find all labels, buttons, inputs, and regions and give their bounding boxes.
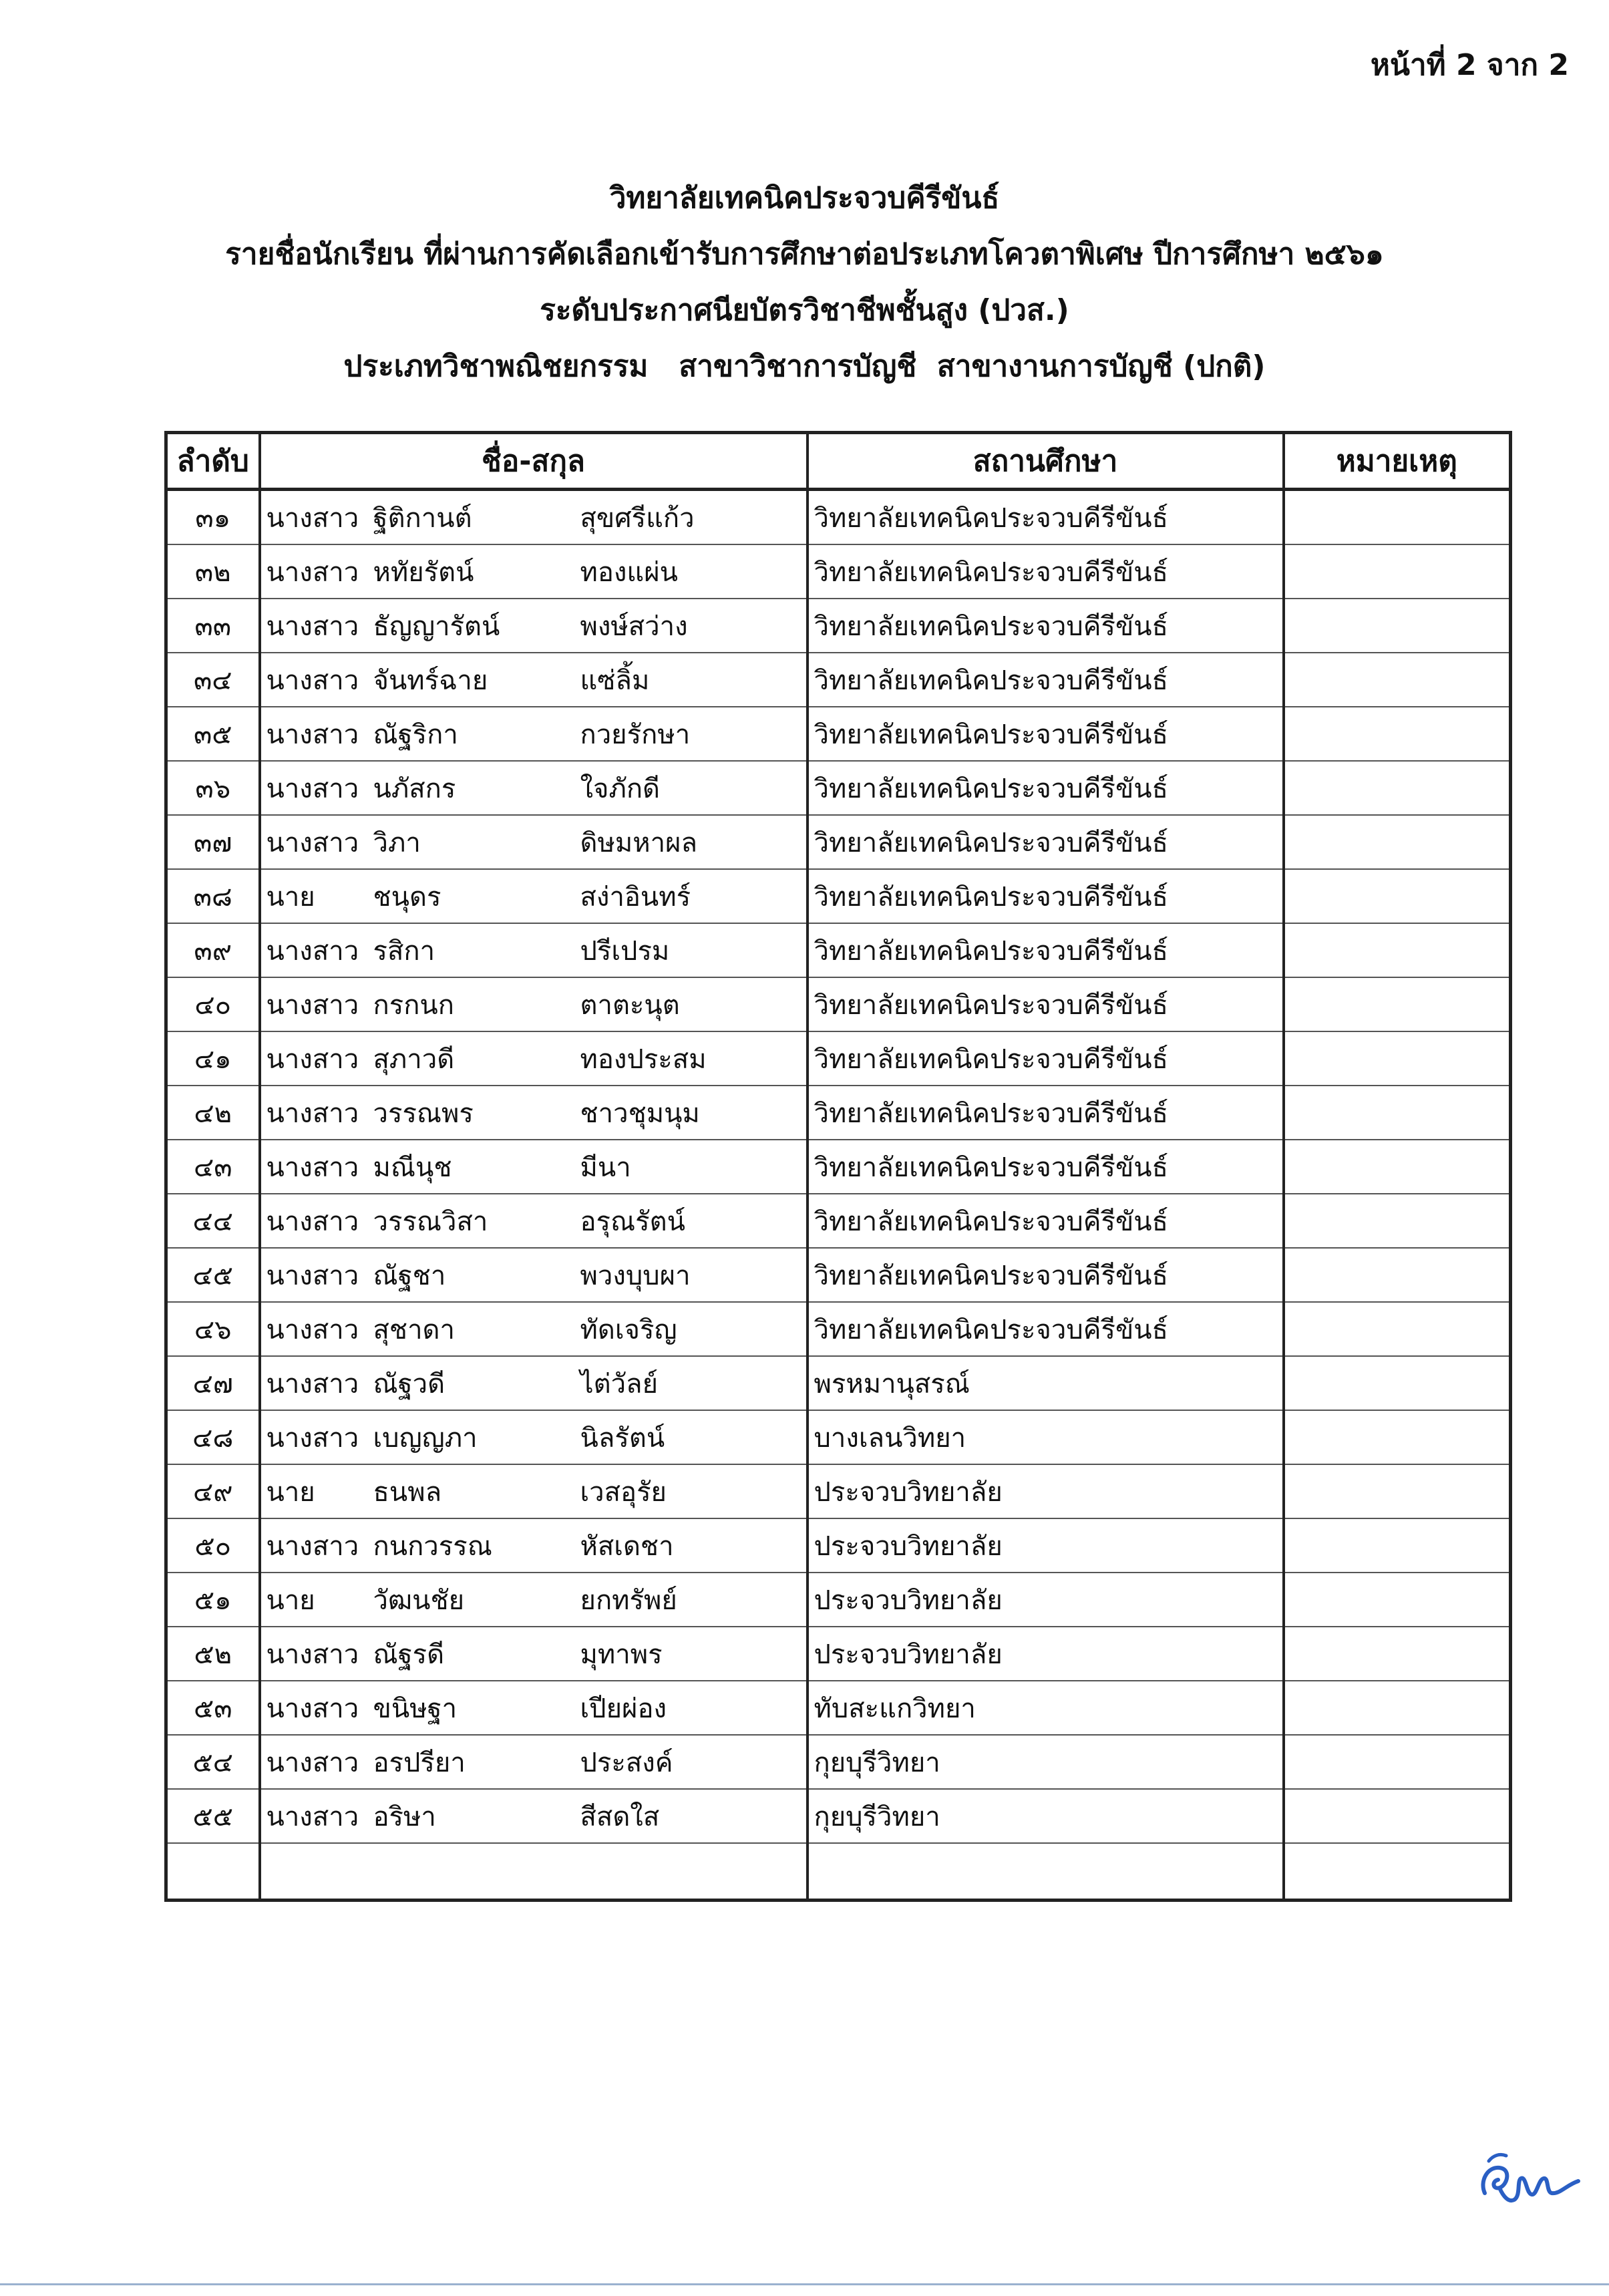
first-name: รสิกา	[373, 935, 435, 967]
note-cell	[1284, 761, 1511, 815]
student-name	[260, 1410, 808, 1464]
school-name: วิทยาลัยเทคนิคประจวบคีรีขันธ์	[808, 1302, 1284, 1356]
note-cell	[1284, 815, 1511, 869]
last-name: สง่าอินทร์	[580, 881, 691, 913]
school-name	[808, 1843, 1284, 1901]
student-name	[260, 1627, 808, 1681]
school-name: วิทยาลัยเทคนิคประจวบคีรีขันธ์	[808, 599, 1284, 653]
name-prefix: นางสาว	[266, 611, 359, 642]
first-name: วิภา	[373, 827, 421, 858]
row-number: ๓๔	[166, 653, 260, 707]
table-row	[166, 1248, 1511, 1302]
student-name	[260, 1086, 808, 1140]
note-cell	[1284, 490, 1511, 545]
student-name	[260, 1843, 808, 1901]
school-name: วิทยาลัยเทคนิคประจวบคีรีขันธ์	[808, 923, 1284, 977]
table-row	[166, 653, 1511, 707]
first-name: ณัฐริกา	[373, 719, 458, 750]
note-cell	[1284, 1031, 1511, 1086]
row-number: ๔๖	[166, 1302, 260, 1356]
heading-program: ประเภทวิชาพณิชยกรรม สาขาวิชาการบัญชี สาขางานการบัญชี (ปกติ)	[343, 349, 1266, 383]
school-name: บางเลนวิทยา	[808, 1410, 1284, 1464]
school-name: วิทยาลัยเทคนิคประจวบคีรีขันธ์	[808, 653, 1284, 707]
student-name	[260, 1194, 808, 1248]
name-prefix: นางสาว	[266, 1747, 359, 1778]
note-cell	[1284, 1573, 1511, 1627]
school-name: วิทยาลัยเทคนิคประจวบคีรีขันธ์	[808, 869, 1284, 923]
name-prefix: นางสาว	[266, 1314, 359, 1345]
school-name: วิทยาลัยเทคนิคประจวบคีรีขันธ์	[808, 490, 1284, 545]
note-cell	[1284, 1789, 1511, 1843]
last-name: อรุณรัตน์	[580, 1206, 685, 1237]
row-number: ๕๐	[166, 1518, 260, 1573]
name-prefix: นางสาว	[266, 1639, 359, 1670]
table-row	[166, 1410, 1511, 1464]
note-cell	[1284, 1302, 1511, 1356]
student-name	[260, 1464, 808, 1518]
school-name: วิทยาลัยเทคนิคประจวบคีรีขันธ์	[808, 1031, 1284, 1086]
school-name: วิทยาลัยเทคนิคประจวบคีรีขันธ์	[808, 977, 1284, 1031]
last-name: พวงบุบผา	[580, 1260, 691, 1291]
table-row	[166, 923, 1511, 977]
first-name: วรรณวิสา	[373, 1206, 488, 1237]
note-cell	[1284, 1410, 1511, 1464]
note-cell	[1284, 977, 1511, 1031]
table-row	[166, 490, 1511, 545]
school-name: ทับสะแกวิทยา	[808, 1681, 1284, 1735]
note-cell	[1284, 707, 1511, 761]
first-name: วัฒนชัย	[373, 1585, 465, 1616]
name-prefix: นางสาว	[266, 1152, 359, 1183]
student-name	[260, 923, 808, 977]
handwritten-signature	[1473, 2141, 1586, 2215]
page-number: หน้าที่ 2 จาก 2	[1370, 48, 1569, 82]
note-cell	[1284, 1681, 1511, 1735]
table-row	[166, 544, 1511, 599]
first-name: วรรณพร	[373, 1098, 474, 1129]
first-name: จันทร์ฉาย	[373, 665, 488, 696]
last-name: ใจภักดี	[580, 773, 661, 804]
last-name: ไต่วัลย์	[580, 1368, 659, 1400]
table-row	[166, 1194, 1511, 1248]
note-cell	[1284, 599, 1511, 653]
note-cell	[1284, 1627, 1511, 1681]
row-number: ๕๑	[166, 1573, 260, 1627]
student-roster-table	[164, 431, 1512, 1902]
school-name: วิทยาลัยเทคนิคประจวบคีรีขันธ์	[808, 815, 1284, 869]
first-name: ธัญญารัตน์	[373, 611, 500, 642]
name-prefix: นาย	[266, 1476, 315, 1508]
last-name: สีสดใส	[580, 1801, 660, 1832]
first-name: ธนพล	[373, 1476, 442, 1508]
name-prefix: นางสาว	[266, 989, 359, 1021]
school-name: วิทยาลัยเทคนิคประจวบคีรีขันธ์	[808, 544, 1284, 599]
document-heading	[0, 170, 1609, 395]
student-name	[260, 1356, 808, 1410]
last-name: ตาตะนุต	[580, 989, 680, 1021]
first-name: มณีนุช	[373, 1152, 452, 1183]
row-number: ๕๔	[166, 1735, 260, 1789]
last-name: กวยรักษา	[580, 719, 691, 750]
name-prefix: นางสาว	[266, 1098, 359, 1129]
row-number: ๔๗	[166, 1356, 260, 1410]
last-name: มีนา	[580, 1152, 631, 1183]
name-prefix: นางสาว	[266, 827, 359, 858]
table-row	[166, 1140, 1511, 1194]
name-prefix: นางสาว	[266, 1693, 359, 1724]
student-name	[260, 1302, 808, 1356]
school-name: พรหมานุสรณ์	[808, 1356, 1284, 1410]
row-number: ๔๐	[166, 977, 260, 1031]
note-cell	[1284, 923, 1511, 977]
student-name	[260, 599, 808, 653]
school-name: วิทยาลัยเทคนิคประจวบคีรีขันธ์	[808, 707, 1284, 761]
name-prefix: นางสาว	[266, 1368, 359, 1400]
row-number: ๓๕	[166, 707, 260, 761]
name-prefix: นางสาว	[266, 1043, 359, 1075]
name-prefix: นางสาว	[266, 719, 359, 750]
note-cell	[1284, 653, 1511, 707]
last-name: นิลรัตน์	[580, 1422, 665, 1454]
row-number: ๓๑	[166, 490, 260, 545]
note-cell	[1284, 1464, 1511, 1518]
first-name: ณัฐรดี	[373, 1639, 445, 1670]
school-name: กุยบุรีวิทยา	[808, 1735, 1284, 1789]
first-name: สุชาดา	[373, 1314, 455, 1345]
student-name	[260, 707, 808, 761]
student-name	[260, 1573, 808, 1627]
first-name: ชนุดร	[373, 881, 441, 913]
row-number: ๔๑	[166, 1031, 260, 1086]
last-name: สุขศรีแก้ว	[580, 502, 695, 534]
header-school: สถานศึกษา	[808, 433, 1284, 490]
name-prefix: นางสาว	[266, 773, 359, 804]
row-number: ๓๘	[166, 869, 260, 923]
row-number: ๔๕	[166, 1248, 260, 1302]
student-name	[260, 1031, 808, 1086]
table-row	[166, 977, 1511, 1031]
first-name: อริษา	[373, 1801, 436, 1832]
table-body	[166, 490, 1511, 1901]
row-number: ๔๒	[166, 1086, 260, 1140]
first-name: กนกวรรณ	[373, 1530, 492, 1562]
note-cell	[1284, 544, 1511, 599]
row-number: ๕๕	[166, 1789, 260, 1843]
last-name: พงษ์สว่าง	[580, 611, 688, 642]
table-row	[166, 599, 1511, 653]
first-name: ณัฐชา	[373, 1260, 446, 1291]
row-number: ๕๒	[166, 1627, 260, 1681]
school-name: กุยบุรีวิทยา	[808, 1789, 1284, 1843]
first-name: นภัสกร	[373, 773, 456, 804]
first-name: ฐิติกานต์	[373, 502, 472, 534]
school-name: วิทยาลัยเทคนิคประจวบคีรีขันธ์	[808, 1194, 1284, 1248]
student-name	[260, 869, 808, 923]
student-name	[260, 544, 808, 599]
note-cell	[1284, 1518, 1511, 1573]
school-name: ประจวบวิทยาลัย	[808, 1518, 1284, 1573]
name-prefix: นางสาว	[266, 502, 359, 534]
student-name	[260, 977, 808, 1031]
student-name	[260, 1518, 808, 1573]
student-name	[260, 1681, 808, 1735]
first-name: อรปรียา	[373, 1747, 466, 1778]
first-name: ขนิษฐา	[373, 1693, 458, 1724]
note-cell	[1284, 1194, 1511, 1248]
row-number: ๓๗	[166, 815, 260, 869]
school-name: วิทยาลัยเทคนิคประจวบคีรีขันธ์	[808, 1140, 1284, 1194]
note-cell	[1284, 1086, 1511, 1140]
row-number	[166, 1843, 260, 1901]
header-note: หมายเหตุ	[1284, 433, 1511, 490]
student-name	[260, 1140, 808, 1194]
row-number: ๕๓	[166, 1681, 260, 1735]
name-prefix: นาย	[266, 881, 315, 913]
name-prefix: นางสาว	[266, 1801, 359, 1832]
header-name: ชื่อ-สกุล	[260, 433, 808, 490]
school-name: วิทยาลัยเทคนิคประจวบคีรีขันธ์	[808, 1086, 1284, 1140]
table-row	[166, 1086, 1511, 1140]
first-name: เบญญภา	[373, 1422, 478, 1454]
last-name: ปรีเปรม	[580, 935, 670, 967]
school-name: วิทยาลัยเทคนิคประจวบคีรีขันธ์	[808, 1248, 1284, 1302]
heading-level: ระดับประกาศนียบัตรวิชาชีพชั้นสูง (ปวส.)	[540, 293, 1069, 327]
row-number: ๓๖	[166, 761, 260, 815]
table-row	[166, 1735, 1511, 1789]
row-number: ๓๓	[166, 599, 260, 653]
header-no: ลำดับ	[166, 433, 260, 490]
note-cell	[1284, 869, 1511, 923]
student-name	[260, 490, 808, 545]
student-name	[260, 815, 808, 869]
row-number: ๓๒	[166, 544, 260, 599]
table-row	[166, 1356, 1511, 1410]
row-number: ๔๔	[166, 1194, 260, 1248]
row-number: ๓๙	[166, 923, 260, 977]
last-name: ประสงค์	[580, 1747, 673, 1778]
student-name	[260, 1735, 808, 1789]
school-name: ประจวบวิทยาลัย	[808, 1627, 1284, 1681]
heading-list-title: รายชื่อนักเรียน ที่ผ่านการคัดเลือกเข้ารับการศึกษาต่อประเภทโควตาพิเศษ ปีการศึกษา ๒๕๖๑	[225, 237, 1384, 271]
name-prefix: นางสาว	[266, 1422, 359, 1454]
table-row	[166, 815, 1511, 869]
last-name: ชาวชุมนุม	[580, 1098, 700, 1129]
last-name: ทัดเจริญ	[580, 1314, 677, 1345]
row-number: ๔๘	[166, 1410, 260, 1464]
student-name	[260, 1789, 808, 1843]
table-row	[166, 1681, 1511, 1735]
table-row	[166, 869, 1511, 923]
name-prefix: นางสาว	[266, 1530, 359, 1562]
row-number: ๔๓	[166, 1140, 260, 1194]
note-cell	[1284, 1843, 1511, 1901]
note-cell	[1284, 1356, 1511, 1410]
bottom-scan-line	[0, 2283, 1609, 2285]
last-name: ยกทรัพย์	[580, 1585, 677, 1616]
school-name: วิทยาลัยเทคนิคประจวบคีรีขันธ์	[808, 761, 1284, 815]
last-name: ทองประสม	[580, 1043, 707, 1075]
student-name	[260, 653, 808, 707]
name-prefix: นาย	[266, 1585, 315, 1616]
last-name: ดิษมหาผล	[580, 827, 697, 858]
name-prefix: นางสาว	[266, 665, 359, 696]
last-name: มุทาพร	[580, 1639, 663, 1670]
table-row	[166, 1302, 1511, 1356]
name-prefix: นางสาว	[266, 1260, 359, 1291]
table-row	[166, 707, 1511, 761]
last-name: เปียผ่อง	[580, 1693, 667, 1724]
signature	[1473, 2141, 1586, 2217]
table-row	[166, 1573, 1511, 1627]
last-name: หัสเดชา	[580, 1530, 674, 1562]
table-row	[166, 1789, 1511, 1843]
name-prefix: นางสาว	[266, 556, 359, 588]
name-prefix: นางสาว	[266, 1206, 359, 1237]
table-row	[166, 1627, 1511, 1681]
last-name: แซ่ลิ้ม	[580, 665, 650, 696]
student-name	[260, 1248, 808, 1302]
table-row	[166, 761, 1511, 815]
table-header-row	[166, 433, 1511, 490]
first-name: สุภาวดี	[373, 1043, 455, 1075]
first-name: กรกนก	[373, 989, 454, 1021]
first-name: หทัยรัตน์	[373, 556, 474, 588]
table-row	[166, 1518, 1511, 1573]
last-name: ทองแผ่น	[580, 556, 678, 588]
school-name: ประจวบวิทยาลัย	[808, 1573, 1284, 1627]
note-cell	[1284, 1248, 1511, 1302]
last-name: เวสอุรัย	[580, 1476, 667, 1508]
note-cell	[1284, 1140, 1511, 1194]
student-name	[260, 761, 808, 815]
first-name: ณัฐวดี	[373, 1368, 445, 1400]
table-row	[166, 1464, 1511, 1518]
note-cell	[1284, 1735, 1511, 1789]
table-row-empty	[166, 1843, 1511, 1901]
school-name: ประจวบวิทยาลัย	[808, 1464, 1284, 1518]
heading-institution: วิทยาลัยเทคนิคประจวบคีรีขันธ์	[609, 181, 1000, 215]
row-number: ๔๙	[166, 1464, 260, 1518]
name-prefix: นางสาว	[266, 935, 359, 967]
table-row	[166, 1031, 1511, 1086]
